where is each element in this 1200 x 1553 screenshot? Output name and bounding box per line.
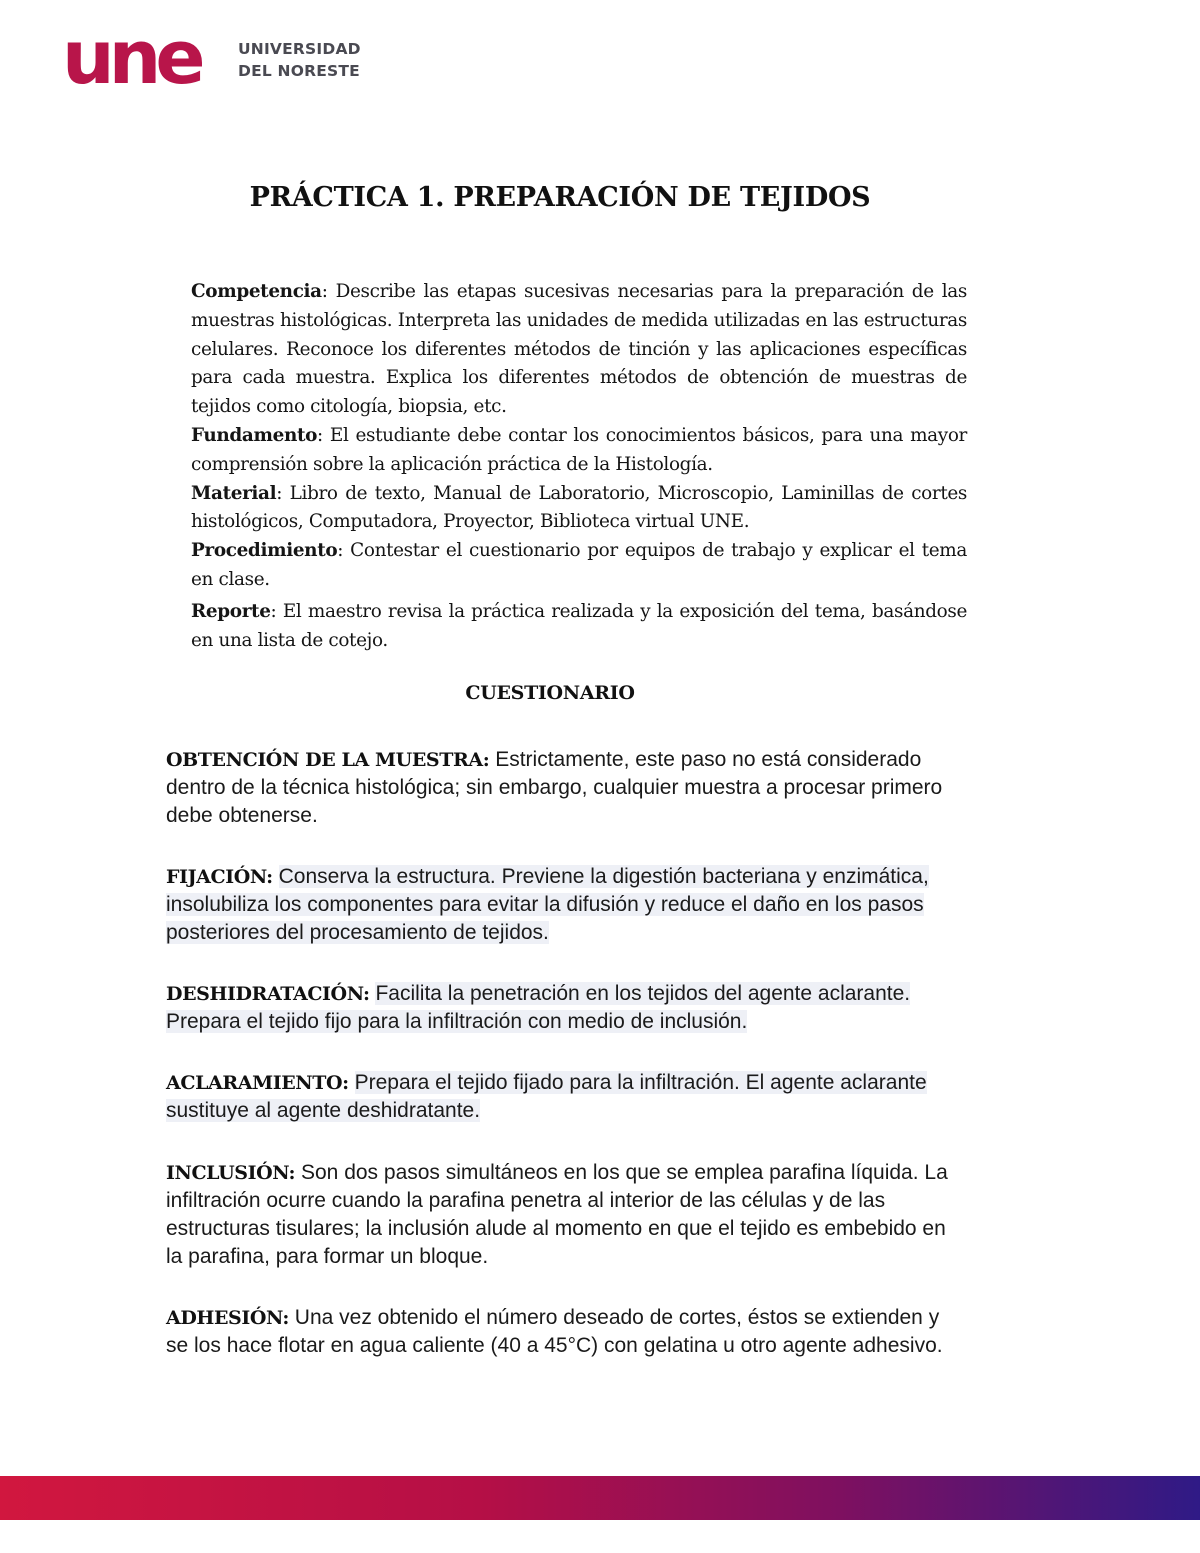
university-logo — [62, 28, 362, 92]
question-inclusion: INCLUSIÓN: Son dos pasos simultáneos en los que se emplea parafina líquida. La infiltración ocurre cuando la parafina penetra al interior de las células y de las estructuras tisulares; la inclusión alude al momento en que el tejido es embebido en la parafina, para formar un bloque. — [166, 1161, 948, 1268]
une-logo-mark — [62, 28, 212, 92]
cuestionario-heading: CUESTIONARIO — [465, 682, 635, 704]
competencia-paragraph: Competencia: Describe las etapas sucesivas necesarias para la preparación de las muestras histológicas. Interpreta las unidades de medida utilizadas en las estructuras celulares. Reconoce los diferentes métodos de tinción y las aplicaciones específicas para cada muestra. Explica los diferentes métodos de obtención de muestras de tejidos como citología, biopsia, etc. — [191, 281, 968, 418]
competencia-label: Competencia — [191, 281, 322, 302]
procedimiento-text: Contestar el cuestionario por equipos de trabajo y explicar el tema en clase. — [191, 540, 968, 590]
procedimiento-paragraph: Procedimiento: Contestar el cuestionario por equipos de trabajo y explicar el tema en clase. — [191, 540, 968, 590]
fundamento-paragraph: Fundamento: El estudiante debe contar los conocimientos básicos, para una mayor comprensión sobre la aplicación práctica de la Histología. — [191, 424, 967, 475]
fundamento-label: Fundamento — [191, 424, 318, 446]
answer-text: Son dos pasos simultáneos en los que se emplea parafina líquida. La infiltración ocurre cuando la parafina penetra al interior de las células y de las estructuras tisulares; la inclusión alude al momento en que el tejido es embebido en la parafina, para formar un bloque. — [166, 1161, 948, 1268]
competencia-text: Describe las etapas sucesivas necesarias para la preparación de las muestras histológicas. Interpreta las unidades de medida utilizadas en las estructuras celulares. Reconoce los diferentes métodos de tinción y las aplicaciones específicas para cada muestra. Explica los diferentes métodos de obtención de muestras de tejidos como citología, biopsia, etc. — [191, 281, 968, 418]
question-deshidratacion: DESHIDRATACIÓN: Facilita la penetración en los tejidos del agente aclarante. Prepara el tejido fijo para la infiltración con medio de inclusión. — [166, 982, 911, 1033]
reporte-paragraph: Reporte: El maestro revisa la práctica realizada y la exposición del tema, basándose en una lista de cotejo. — [191, 600, 967, 651]
question-obtencion: OBTENCIÓN DE LA MUESTRA: Estrictamente, este paso no está considerado dentro de la técnica histológica; sin embargo, cualquier muestra a procesar primero debe obtenerse. — [166, 748, 943, 827]
logo-mark-text: une — [62, 28, 200, 92]
answer-text: Una vez obtenido el número deseado de cortes, éstos se extienden y se los hace flotar en agua caliente (40 a 45°C) con gelatina u otro agente adhesivo. — [166, 1306, 943, 1357]
material-paragraph: Material: Libro de texto, Manual de Laboratorio, Microscopio, Laminillas de cortes histológicos, Computadora, Proyector, Biblioteca virtual UNE. — [191, 482, 968, 533]
material-label: Material — [191, 482, 277, 504]
reporte-label: Reporte — [191, 600, 271, 622]
answer-text: Facilita la penetración en los tejidos del agente aclarante. Prepara el tejido fijo para la infiltración con medio de inclusión. — [166, 982, 911, 1033]
answer-text: Conserva la estructura. Previene la digestión bacteriana y enzimática, insolubiliza los componentes para evitar la difusión y reduce el daño en los pasos posteriores del procesamiento de tejidos. — [166, 865, 929, 944]
footer-gradient-bar — [0, 1476, 1200, 1520]
answer-text: Estrictamente, este paso no está considerado dentro de la técnica histológica; sin embargo, cualquier muestra a procesar primero debe obtenerse. — [166, 748, 943, 827]
question-label: DESHIDRATACIÓN — [166, 983, 363, 1005]
question-label: INCLUSIÓN — [166, 1162, 289, 1184]
procedimiento-label: Procedimiento — [191, 540, 338, 562]
answer-text: Prepara el tejido fijado para la infiltración. El agente aclarante sustituye al agente deshidratante. — [166, 1071, 927, 1122]
page-title: PRÁCTICA 1. PREPARACIÓN DE TEJIDOS — [249, 182, 871, 213]
university-name — [238, 38, 361, 82]
material-text: Libro de texto, Manual de Laboratorio, Microscopio, Laminillas de cortes histológicos, Computadora, Proyector, Biblioteca virtual UNE. — [191, 482, 968, 533]
question-aclaramiento: ACLARAMIENTO: Prepara el tejido fijado para la infiltración. El agente aclarante sustituye al agente deshidratante. — [166, 1071, 927, 1122]
reporte-text: El maestro revisa la práctica realizada y la exposición del tema, basándose en una lista de cotejo. — [191, 600, 967, 651]
question-label: ADHESIÓN — [166, 1307, 283, 1329]
question-label: ACLARAMIENTO — [166, 1072, 343, 1094]
university-name-line1: UNIVERSIDAD — [238, 40, 361, 58]
question-fijacion: FIJACIÓN: Conserva la estructura. Previene la digestión bacteriana y enzimática, insolubiliza los componentes para evitar la difusión y reduce el daño en los pasos posteriores del procesamiento de tejidos. — [166, 865, 929, 944]
question-label: OBTENCIÓN DE LA MUESTRA — [166, 749, 483, 771]
university-name-line2: DEL NORESTE — [238, 62, 360, 80]
fundamento-text: El estudiante debe contar los conocimientos básicos, para una mayor comprensión sobre la aplicación práctica de la Histología. — [191, 424, 967, 475]
intro-section — [191, 278, 967, 655]
question-label: FIJACIÓN — [166, 866, 267, 888]
question-adhesion: ADHESIÓN: Una vez obtenido el número deseado de cortes, éstos se extienden y se los hace flotar en agua caliente (40 a 45°C) con gelatina u otro agente adhesivo. — [166, 1306, 943, 1357]
